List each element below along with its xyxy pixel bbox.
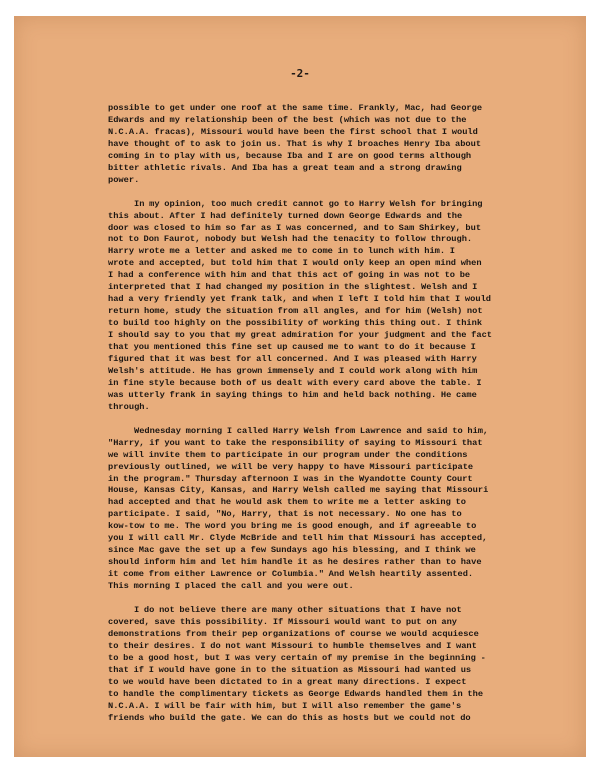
text-line: to their desires. I do not want Missouri to humble themselves and I want (108, 640, 477, 651)
text-line: covered, save this possibility. If Missouri would want to put on any (108, 616, 458, 627)
text-line: Harry wrote me a letter and asked me to come in to lunch with him. I (108, 246, 456, 257)
text-line: it come from either Lawrence or Columbia." And Welsh heartily assented. (108, 569, 474, 580)
text-line: you I will call Mr. Clyde McBride and tell him that Missouri has accepted, (108, 533, 488, 544)
text-line: I do not believe there are many other situations that I have not (134, 604, 462, 615)
text-line: should inform him and let him handle it as he desires rather than to have (108, 557, 482, 568)
letter-body (108, 103, 540, 736)
text-line: return home, study the situation from all angles, and for him (Welsh) not (108, 306, 483, 317)
text-line: since Mac gave the set up a few Sundays ago his blessing, and I think we (108, 545, 476, 556)
text-line: not to Don Faurot, nobody but Welsh had the tenacity to follow through. (108, 234, 473, 245)
text-line: bitter athletic rivals. And Iba has a great team and a strong drawing (108, 162, 462, 173)
text-line: through. (108, 401, 150, 412)
text-line: Edwards and my relationship been of the best (which was not due to the (108, 114, 467, 125)
paragraph (108, 199, 540, 414)
text-line: had accepted and that he would ask them to write me a letter asking to (108, 497, 466, 508)
text-line: I should say to you that my great admiration for your judgment and the fact (108, 330, 493, 341)
text-line: door was closed to him so far as I was concerned, and to Sam Shirkey, but (108, 222, 482, 233)
text-line: figured that it was best for all concerned. And I was pleased with Harry (108, 354, 477, 364)
text-line: previously outlined, we will be very happy to have Missouri participate (108, 461, 474, 472)
paragraph (108, 426, 540, 593)
text-line: N.C.A.A. fracas), Missouri would have been the first school that I would (108, 126, 478, 137)
text-line: participate. I said, "No, Harry, that is not necessary. No one has to (108, 509, 462, 520)
text-line: was utterly frank in saying things to him and held back nothing. He came (108, 389, 477, 400)
text-line: to handle the complimentary tickets as George Edwards handled them in the (108, 688, 484, 699)
text-line: friends who build the gate. We can do this as hosts but we could not do (108, 712, 471, 723)
text-line: to be a good host, but I was very certain of my premise in the beginning - (108, 652, 486, 663)
paragraph (108, 103, 540, 187)
text-line: possible to get under one roof at the same time. Frankly, Mac, had George (108, 103, 483, 113)
text-line: interpreted that I had changed my position in the slightest. Welsh and I (108, 282, 478, 293)
text-line: this about. After I had definitely turned down George Edwards and the (108, 210, 463, 221)
text-line: This morning I placed the call and you were out. (108, 581, 354, 592)
text-line: to build too highly on the possibility of working this thing out. I think (108, 318, 483, 329)
text-line: kow-tow to me. The word you bring me is good enough, and if agreeable to (108, 521, 477, 532)
text-line: have thought of to ask to join us. That is why I broaches Henry Iba about (108, 138, 482, 149)
text-line: power. (108, 174, 140, 185)
text-line: in the program." Thursday afternoon I was in the Wyandotte County Court (108, 473, 473, 484)
text-line: wrote and accepted, but told him that I would only keep an open mind when (108, 258, 482, 269)
text-line: that if I would have gone in to the situation as Missouri had wanted us (108, 664, 472, 675)
text-line: we will invite them to participate in our program under the conditions (108, 449, 468, 460)
text-line: "Harry, if you want to take the responsibility of saying to Missouri that (108, 437, 483, 448)
text-line: I had a conference with him and that this act of going in was not to be (108, 270, 471, 281)
text-line: N.C.A.A. I will be fair with him, but I will also remember the game's (108, 700, 462, 711)
page-number: -2- (290, 67, 310, 80)
text-line: to we would have been dictated to in a great many directions. I expect (108, 676, 467, 687)
text-line: coming in to play with us, because Iba and I are on good terms although (108, 150, 472, 161)
text-line: that you mentioned this fine set up caused me to want to do it because I (108, 342, 476, 353)
text-line: in fine style because both of us dealt with every card above the table. I (108, 377, 482, 388)
text-line: Welsh's attitude. He has grown immensely and I could work along with him (108, 365, 478, 376)
text-line: Wednesday morning I called Harry Welsh from Lawrence and said to him, (134, 425, 489, 436)
text-line: had a very friendly yet frank talk, and when I left I told him that I would (108, 294, 492, 305)
paragraph (108, 605, 540, 725)
text-line: In my opinion, too much credit cannot go to Harry Welsh for bringing (134, 198, 483, 209)
text-line: House, Kansas City, Kansas, and Harry Welsh called me saying that Missouri (108, 485, 489, 496)
text-line: demonstrations from their pep organizations of course we would acquiesce (108, 628, 479, 639)
